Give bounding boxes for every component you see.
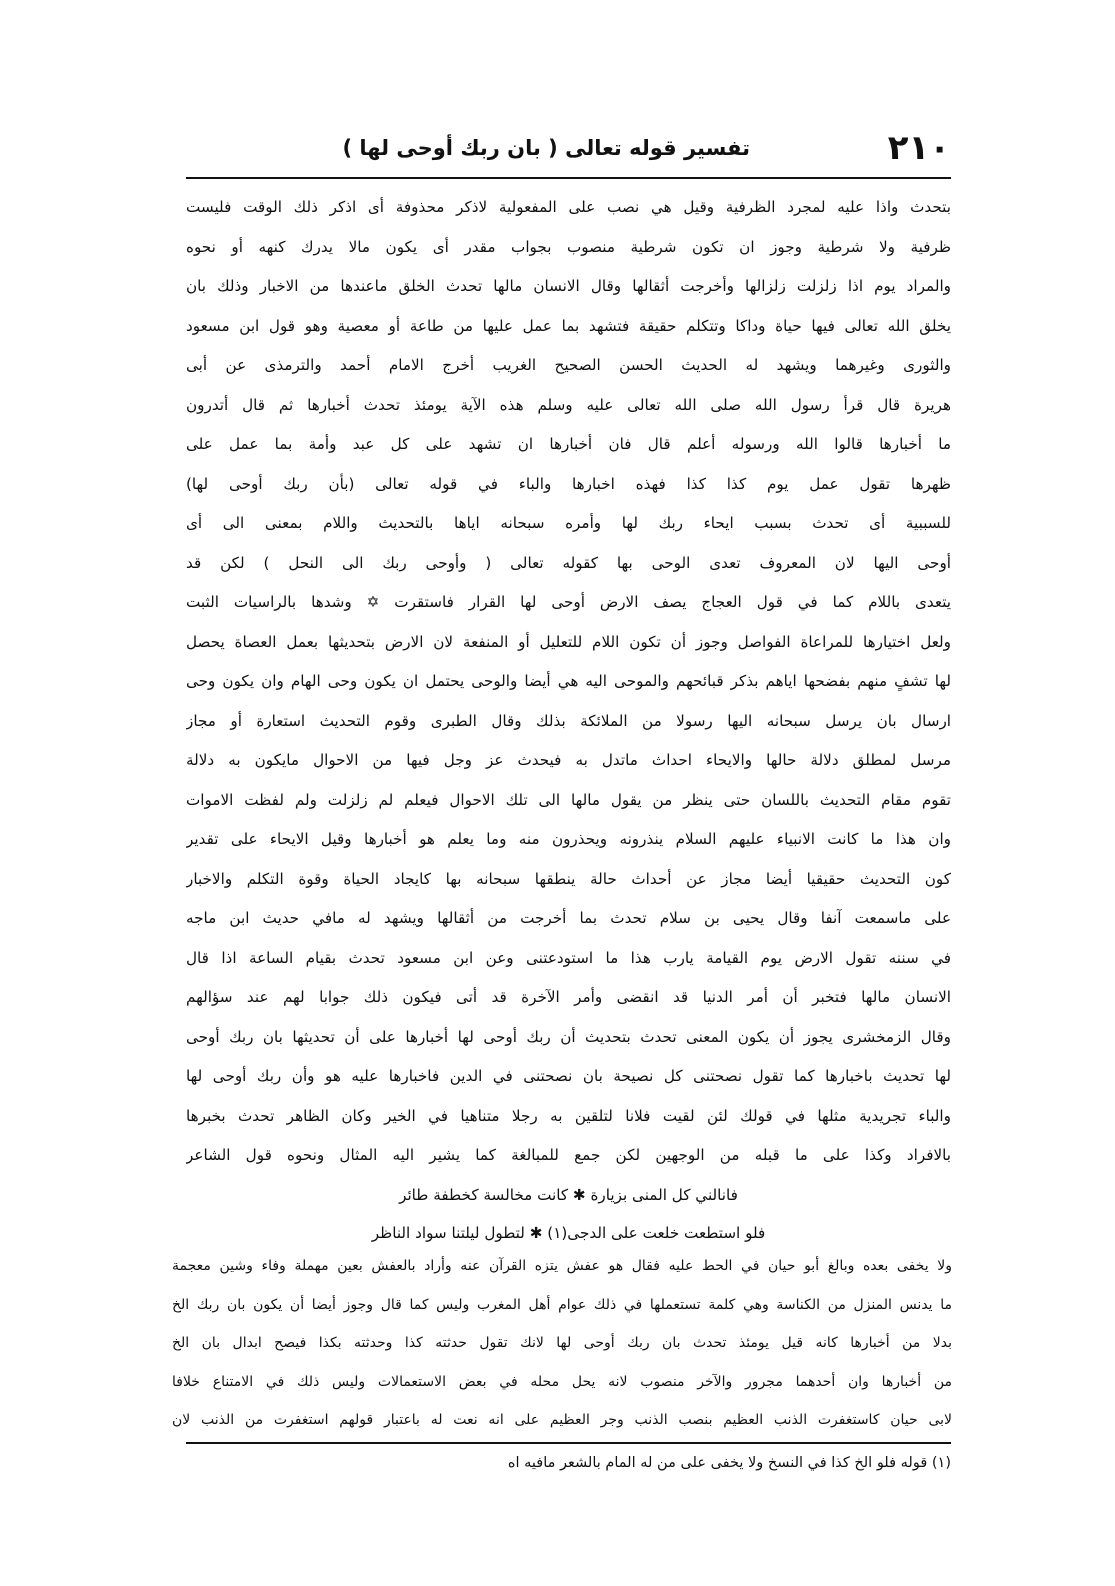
- text-line: هريرة قال قرأ رسول الله صلى الله تعالى عليه وسلم هذه الآية يومئذ تحدث أخبارها ثم قال أتدرون: [186, 395, 951, 414]
- text-line: وقال الزمخشرى يجوز أن يكون المعنى تحدث بتحديث أن ربك أوحى لها أخبارها على أن تحديثها بان ربك أوحى: [186, 1027, 951, 1046]
- text-line: وان هذا ما كانت الانبياء عليهم السلام ينذرونه ويحذرون منه وما يعلم هو أخبارها وقيل الايحاء على تقدير: [186, 830, 951, 848]
- commentary-line: ما يدنس المنزل من الكناسة وهي كلمة تستعملها في ذلك عوام أهل المغرب وليس كما قال وجوز أيضا أن يكون بان ربك الخ: [172, 1296, 952, 1313]
- text-line: والباء تجريدية مثلها في قولك لئن لقيت فلانا لتلقين به رجلا متناهيا في الخير وكان الظاهر تحدث بخبرها: [186, 1106, 951, 1125]
- text-line: في سننه تقول الارض يوم القيامة يارب هذا ما استودعتنى وعن ابن مسعود تحدث بقيام الساعة اذا قال: [186, 948, 951, 967]
- text-line: مرسل لمطلق دلالة حالها والايحاء احداث ماتدل به فيحدث عز وجل فيها من الاحوال مايكون به دلالة: [186, 751, 951, 769]
- text-line: ما أخبارها قالوا الله ورسوله أعلم قال فان أخبارها ان تشهد على كل عبد وأمة بما عمل على: [186, 435, 951, 453]
- text-line: بالافراد وكذا على ما قبله من الوجهين لكن جمع للمبالغة كما يشير اليه المثال ونحوه قول الشاعر: [186, 1146, 951, 1164]
- text-line: لها تشفٍ منهم بفضحها اياهم بذكر قبائحهم والموحى اليه هي أيضا والوحى يحتمل ان يكون وحى الهام وان يكون وحى: [186, 672, 951, 690]
- text-line: والثورى وغيرهما ويشهد له الحديث الحسن الصحيح الغريب أخرج الامام أحمد والترمذى عن أبى: [186, 356, 951, 374]
- commentary-block: [172, 1247, 952, 1440]
- commentary-line: من أخبارها وان أحدهما مجرور والآخر منصوب لانه يحل محله في بعض الاستعمالات وليس ذلك في الامتناع خلافا: [172, 1373, 952, 1390]
- commentary-line: ولا يخفى بعده وبالغ أبو حيان في الحط عليه فقال هو عفش يتزه القرآن عنه وأراد بالعفش بعين مهملة وفاء وشين معجمة: [172, 1258, 952, 1274]
- page-number: ٢١٠: [887, 128, 950, 168]
- text-line: بتحدث واذا عليه لمجرد الظرفية وقيل هي نصب على المفعولية لاذكر محذوفة أى اذكر ذلك الوقت فليست: [186, 198, 951, 216]
- text-line: والمراد يوم اذا زلزلت زلزالها وأخرجت أثقالها وقال الانسان مالها تحدث الخلق ماعندها من الاخبار وذلك بان: [186, 277, 951, 295]
- footnote: (١) قوله فلو الخ كذا في النسخ ولا يخفى على من له المام بالشعر مافيه اه: [507, 1455, 951, 1471]
- text-line: ارسال بان يرسل سبحانه اليها رسولا من الملائكة بذلك وقال الطبرى وقوم التحديث استعارة أو مجاز: [186, 711, 951, 730]
- footnote-rule: [186, 1442, 951, 1444]
- main-text-block: [186, 188, 951, 1252]
- commentary-line: بدلا من أخبارها كانه قيل يومئذ تحدث بان ربك أوحى لها لانك تقول حدثته كذا وحدثته بكذا فيصح ابدال بان الخ: [172, 1335, 952, 1351]
- text-line: ظرفية ولا شرطية وجوز ان تكون شرطية منصوب بجواب مقدر أى يكون مالا يدرك كنهه أو نحوه: [186, 237, 951, 256]
- text-line: على ماسمعت آنفا وقال يحيى بن سلام تحدث بما أخرجت من أثقالها ويشهد له مافي حديث ابن ماجه: [186, 909, 951, 927]
- text-line: تقوم مقام التحديث باللسان حتى ينظر من يقول مالها الى تلك الاحوال فيعلم لم زلزلت ولم لفظت الاموات: [186, 790, 951, 809]
- text-line: الانسان مالها فتخبر أن أمر الدنيا قد انقضى وأمر الآخرة قد أتى فيكون ذلك جوابا لهم عند سؤالهم: [186, 988, 951, 1006]
- text-line: للسببية أى تحدث بسبب ايحاء ربك لها وأمره سبحانه اياها بالتحديث واللام بمعنى الى أى: [186, 514, 951, 532]
- text-line: أوحى اليها لان المعروف تعدى الوحى بها كقوله تعالى ( وأوحى ربك الى النحل ) لكن قد: [186, 553, 951, 572]
- running-title: تفسير قوله تعالى ( بان ربك أوحى لها ): [342, 136, 750, 160]
- text-line: ظهرها تقول عمل يوم كذا كذا فهذه اخبارها والباء في قوله تعالى (بأن ربك أوحى لها): [186, 474, 951, 493]
- commentary-line: لابى حيان كاستغفرت الذنب العظيم بنصب الذنب وجر العظيم على انه نعت له باعتبار قولهم استغفرت من الذنب لان: [172, 1412, 952, 1428]
- text-line: كون التحديث حقيقيا أيضا مجاز عن أحداث حالة ينطقها سبحانه بها كايجاد الحياة وقوة التكلم والاخبار: [186, 869, 951, 888]
- text-line: لها تحديث باخبارها كما تقول نصحتنى كل نصيحة بان نصحتنى في الدين فاخبارها عليه هو وأن ربك أوحى لها: [186, 1067, 951, 1085]
- poetry-verse: فانالني كل المنى بزيارة ✱ كانت مخالسة كخطفة طائر: [399, 1185, 738, 1204]
- text-line: يخلق الله تعالى فيها حياة وداكا وتتكلم حقيقة فتشهد بما عمل عليها من طاعة أو معصية وهو قول ابن مسعود: [186, 316, 951, 335]
- header-rule: [186, 177, 951, 179]
- poetry-verse: فلو استطعت خلعت على الدجى(١) ✱ لتطول ليلتنا سواد الناظر: [371, 1223, 766, 1242]
- text-line: يتعدى باللام كما في قول العجاج يصف الارض أوحى لها القرار فاستقرت ✡ وشدها بالراسيات الثبت: [186, 593, 951, 611]
- page-header: [190, 128, 950, 168]
- text-line: ولعل اختيارها للمراعاة الفواصل وجوز أن تكون اللام للتعليل أو المنفعة لان الارض بتحديثها بعمل العصاة يحصل: [186, 632, 951, 651]
